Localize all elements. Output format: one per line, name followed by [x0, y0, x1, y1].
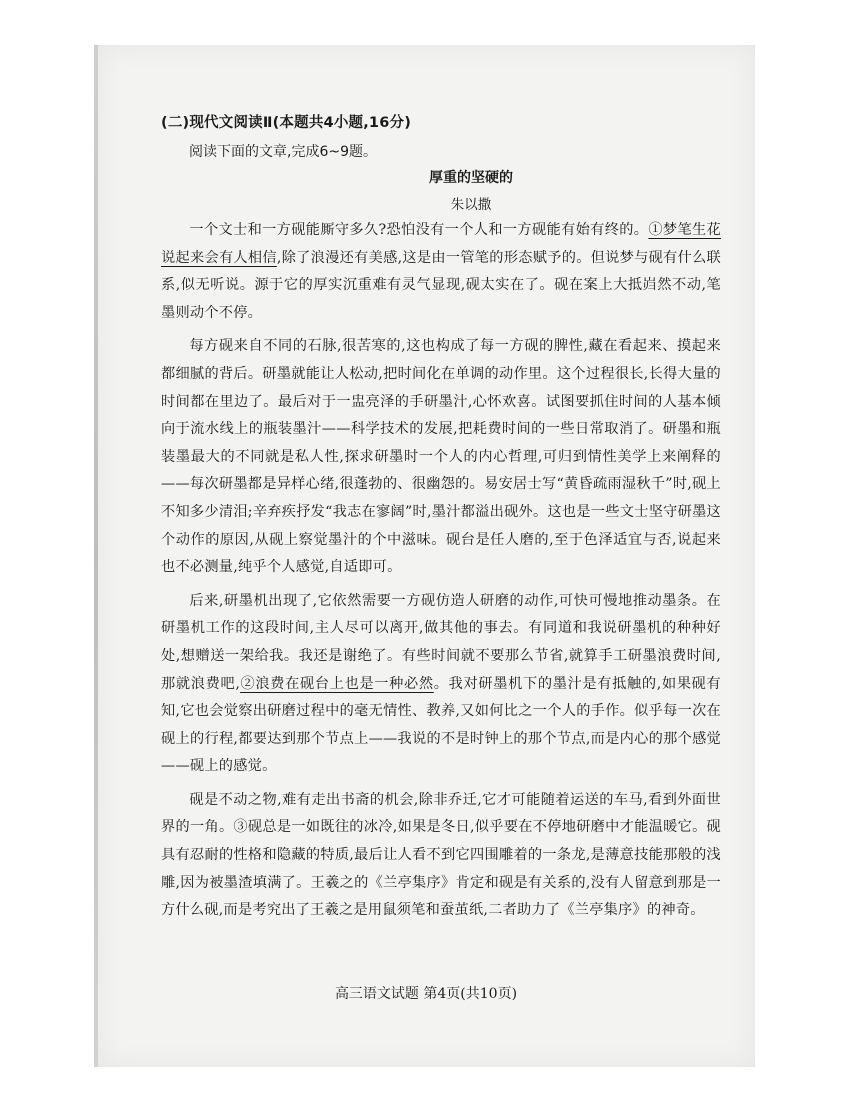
paragraph-3-text-a: 后来,研墨机出现了,它依然需要一方砚仿造人研磨的动作,可快可慢地推动墨条。在研墨机工作的这段时间,主人尽可以离开,做其他的事去。有同道和我说研墨机的种种好处,想赠送一架给我。我还是谢绝了。有些时间就不要那么节省,就算手工研墨浪费时间,那就浪费吧, [161, 592, 721, 692]
article-paragraph-2: 每方砚来自不同的石脉,很苦寒的,这也构成了每一方砚的脾性,藏在看起来、摸起来都细腻的背后。研墨就能让人松动,把时间化在单调的动作里。这个过程很长,长得大量的时间都在里边了。最后对于一盅亮泽的手研墨汁,心怀欢喜。试图要抓住时间的人基本倾向于流水线上的瓶装墨汁——科学技术的发展,把耗费时间的一些日常取消了。研墨和瓶装墨最大的不同就是私人性,探求研墨时一个人的内心哲理,可归到情性美学上来阐释的——每次研墨都是异样心绪,很蓬勃的、很幽怨的。易安居士写“黄昏疏雨湿秋千”时,砚上不知多少清泪;辛弃疾抒发“我志在寥阔”时,墨汁都溢出砚外。这也是一些文士坚守研墨这个动作的原因,从砚上察觉墨汁的个中滋味。砚台是任人磨的,至于色泽适宜与否,说起来也不必测量,纯乎个人感觉,自适即可。 [161, 338, 721, 576]
paragraph-3-text-b: 。我对研墨机下的墨汁是有抵触的,如果砚有知,它也会觉察出研磨过程中的毫无情性、教养,又如何比之一个人的手作。似乎每一次在砚上的行程,都要达到那个节点上——我说的不是时钟上的那个节点,而是内心的那个感觉——砚上的感觉。 [161, 675, 721, 775]
underlined-sentence-1: ①梦笔生花说起来会有人相信 [161, 222, 721, 266]
section-header: (二)现代文阅读Ⅱ(本题共4小题,16分) [161, 115, 412, 131]
article-paragraph-1 [161, 217, 721, 327]
article-paragraph-3 [161, 588, 721, 781]
underlined-sentence-2: ②浪费在砚台上也是一种必然 [240, 675, 434, 692]
page-footer: 高三语文试题 第4页(共10页) [334, 986, 518, 1002]
article-paragraph-4: 砚是不动之物,难有走出书斋的机会,除非乔迁,它才可能随着运送的车马,看到外面世界的一角。③砚总是一如既往的冰冷,如果是冬日,似乎要在不停地研磨中才能温暖它。砚具有忍耐的性格和隐藏的特质,最后让人看不到它四围雕着的一条龙,是薄意技能那般的浅雕,因为被墨渣填满了。王羲之的《兰亭集序》肯定和砚是有关系的,没有人留意到那是一方什么砚,而是考究出了王羲之是用鼠须笔和蚕茧纸,二者助力了《兰亭集序》的神奇。 [161, 791, 721, 919]
paragraph-1-text-b: ,除了浪漫还有美感,这是由一管笔的形态赋予的。但说梦与砚有什么联系,似无听说。源于它的厚实沉重难有灵气显现,砚太实在了。砚在案上大抵岿然不动,笔墨则动个不停。 [161, 249, 721, 321]
exam-page [97, 45, 755, 1067]
page-content [161, 111, 721, 931]
paragraph-1-text-a: 一个文士和一方砚能厮守多久?恐怕没有一个人和一方砚能有始有终的。 [189, 222, 649, 238]
article-title: 厚重的坚硬的 [429, 170, 513, 186]
article-author: 朱以撒 [450, 197, 492, 213]
reading-instruction: 阅读下面的文章,完成6~9题。 [189, 144, 377, 160]
